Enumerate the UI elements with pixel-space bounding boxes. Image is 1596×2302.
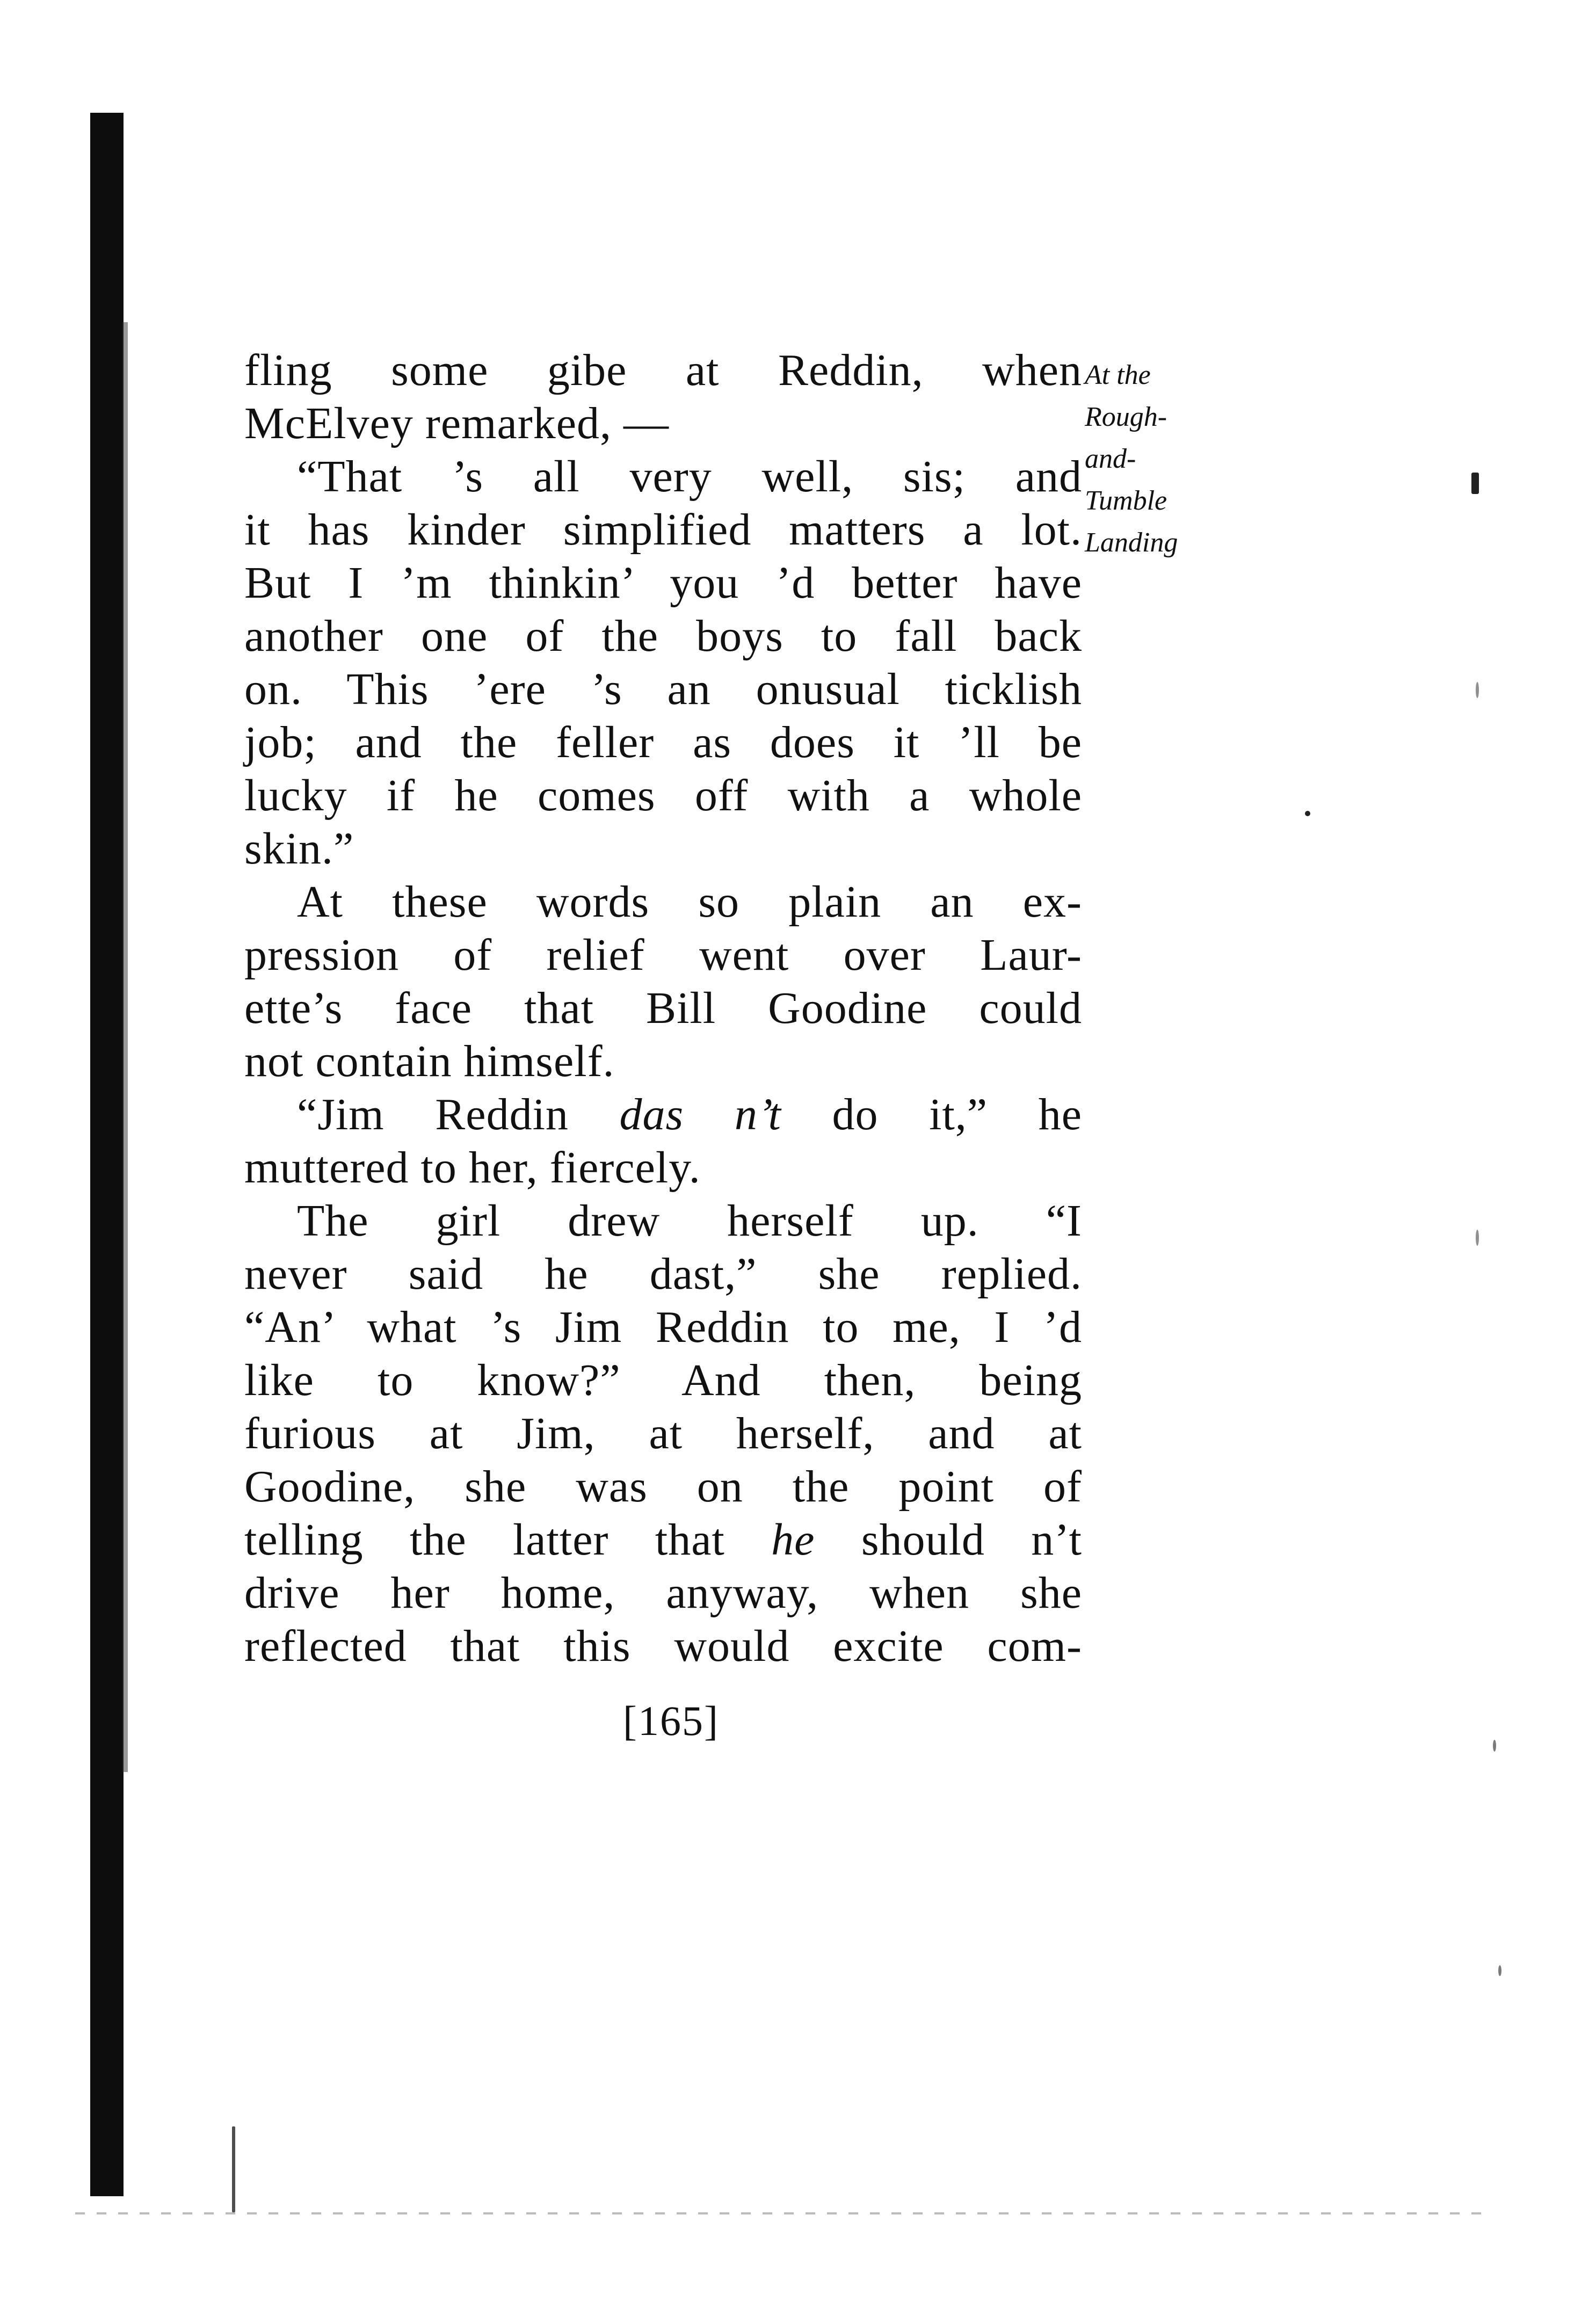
- text-line: “That ’s all very well, sis; and: [297, 452, 1082, 502]
- scan-speck: [1476, 682, 1479, 698]
- text-line: “Jim Reddin das n’t do it,” he: [297, 1090, 1082, 1139]
- scan-speck: [1471, 473, 1479, 494]
- scan-gutter-shadow: [90, 113, 124, 2196]
- scan-speck: [1498, 1965, 1501, 1976]
- text-line: job; and the feller as does it ’ll be: [244, 717, 1082, 767]
- text-line: not contain himself.: [244, 1036, 615, 1086]
- text-line: McElvey remarked, —: [244, 398, 670, 448]
- text-line: Goodine, she was on the point of: [244, 1462, 1082, 1512]
- text-line: skin.”: [244, 824, 354, 874]
- text-line: But I ’m thinkin’ you ’d better have: [244, 558, 1082, 608]
- text-line: reflected that this would excite com-: [244, 1621, 1082, 1671]
- text-line: telling the latter that he should n’t: [244, 1515, 1082, 1565]
- text-line: like to know?” And then, being: [244, 1355, 1082, 1405]
- emphasis: he: [771, 1515, 815, 1565]
- body-text: [244, 344, 1082, 1673]
- scan-speck: [232, 2126, 235, 2212]
- scan-speck: [1305, 811, 1310, 816]
- scan-gutter-edge: [122, 322, 128, 1772]
- sidenote-line: Tumble: [1085, 485, 1167, 516]
- text-line: At these words so plain an ex-: [297, 877, 1082, 927]
- text-line: ette’s face that Bill Goodine could: [244, 983, 1082, 1033]
- page-number: [165]: [623, 1697, 719, 1744]
- emphasis: das n’t: [619, 1090, 781, 1139]
- text-line: never said he dast,” she replied.: [244, 1249, 1082, 1299]
- text-line: drive her home, anyway, when she: [244, 1568, 1082, 1618]
- text-line: fling some gibe at Reddin, when: [244, 345, 1082, 395]
- margin-sidenote: [1085, 354, 1224, 564]
- scan-speck: [1476, 1230, 1479, 1246]
- sidenote-line: Rough-: [1085, 402, 1167, 432]
- text-line: pression of relief went over Laur-: [244, 930, 1082, 980]
- text-line: furious at Jim, at herself, and at: [244, 1408, 1082, 1458]
- text-line: lucky if he comes off with a whole: [244, 771, 1082, 820]
- sidenote-line: Landing: [1085, 527, 1178, 558]
- scan-bottom-edge: [75, 2212, 1493, 2214]
- sidenote-line: and-: [1085, 444, 1136, 474]
- text-line: “An’ what ’s Jim Reddin to me, I ’d: [244, 1302, 1082, 1352]
- text-line: on. This ’ere ’s an onusual ticklish: [244, 664, 1082, 714]
- text-line: another one of the boys to fall back: [244, 611, 1082, 661]
- text-line: muttered to her, fiercely.: [244, 1143, 701, 1193]
- scan-speck: [1493, 1740, 1496, 1752]
- text-line: it has kinder simplified matters a lot.: [244, 505, 1082, 555]
- text-line: The girl drew herself up. “I: [297, 1196, 1082, 1246]
- sidenote-line: At the: [1085, 360, 1151, 390]
